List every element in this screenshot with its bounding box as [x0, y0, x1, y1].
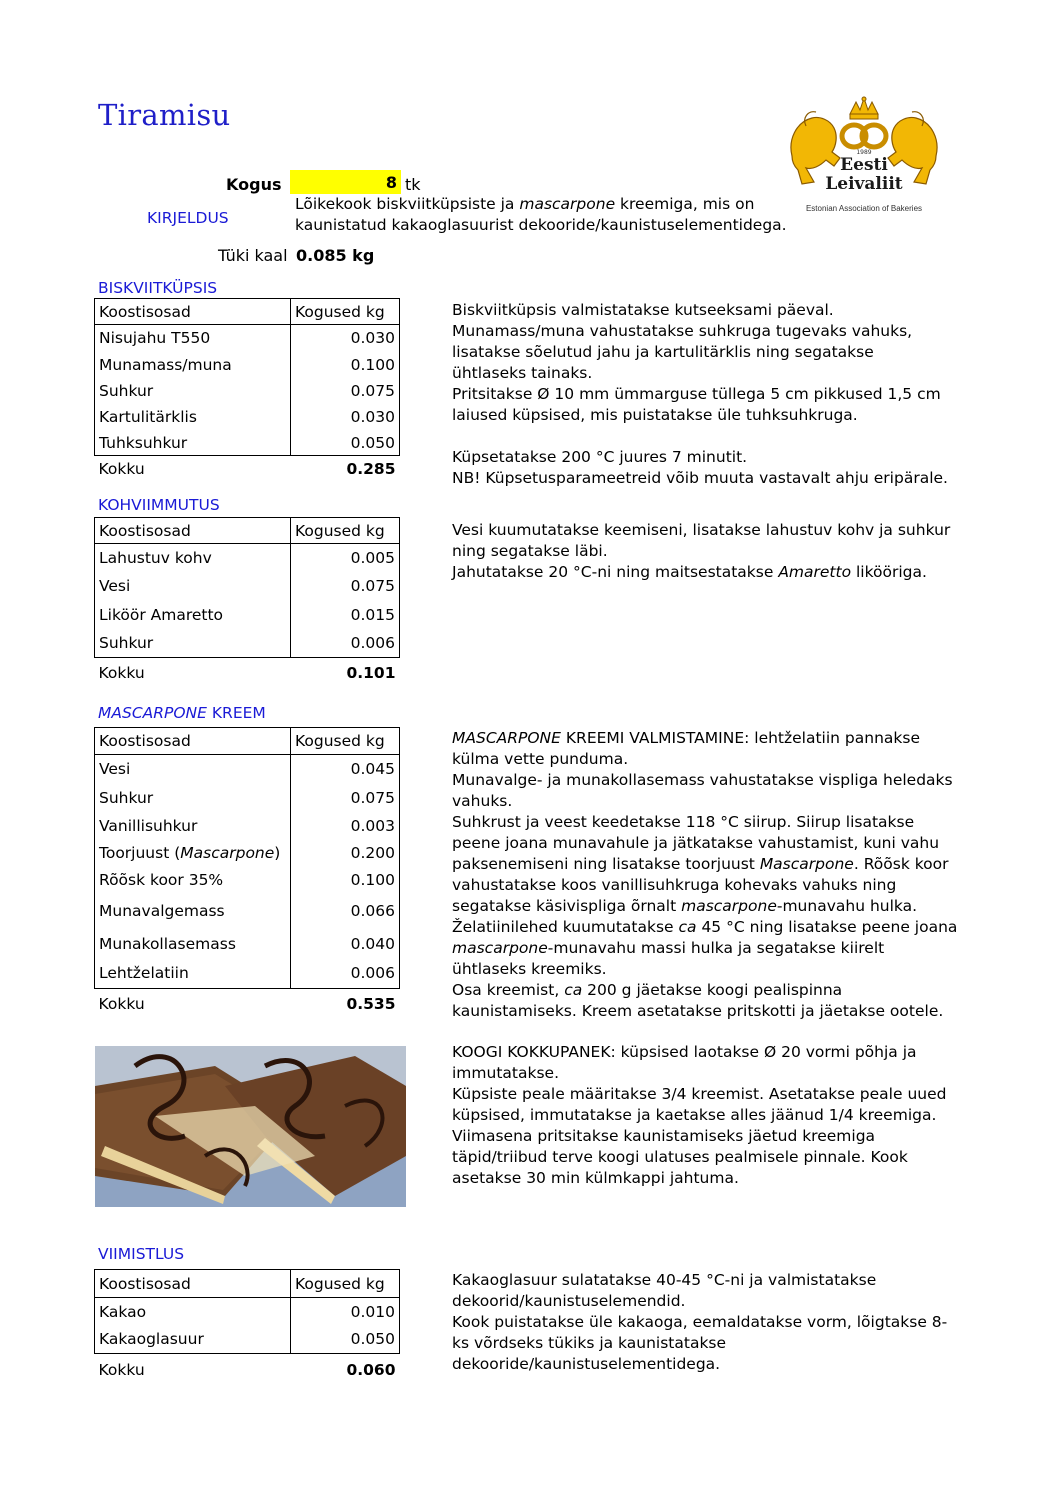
table-row: Suhkur 0.006	[95, 630, 400, 658]
logo-year: 1989	[856, 149, 872, 156]
section-title-kohv: KOHVIIMMUTUS	[98, 496, 220, 514]
tiramisu-photo	[95, 1046, 406, 1207]
table-row: Kartulitärklis 0.030	[95, 404, 400, 431]
piece-weight-label: Tüki kaal	[218, 246, 288, 265]
ingredients-table-biskviit	[94, 298, 400, 483]
instructions-mascarpone: MASCARPONE KREEMI VALMISTAMINE: lehtželatiin pannakse külma vette punduma. Munavalge- ja munakollasemass vahustatakse vispliga heledaks vahuks. Suhkrust ja veest keedetakse 118 °C siirup. Siirup lisatakse peene joana munavahule ja jätkatakse vahustamist, kuni vahu paksenemiseni ning lisatakse toorjuust Mascarpone. Rõõsk koor vahustatakse koos vanillisuhkruga kohevaks vahuks ning segatakse käsivispliga õrnalt mascarpone-munavahu hulka. Želatiinilehed kuumutatakse ca 45 °C ning lisatakse peene joana mascarpone-munavahu massi hulka ja segatakse kiirelt ühtlaseks kreemiks. Osa kreemist, ca 200 g jäetakse koogi pealispinna kaunistamiseks. Kreem asetatakse pritskotti ja jäetakse ootele.	[452, 729, 958, 1020]
eesti-leivaliit-logo	[786, 96, 942, 218]
table-row: Kakaoglasuur 0.050	[95, 1326, 400, 1354]
header-name: Koostisosad	[95, 518, 291, 544]
ingredients-table-viimistlus	[94, 1269, 400, 1386]
section-title-mascarpone: MASCARPONE KREEM	[98, 704, 266, 722]
header-name: Koostisosad	[95, 299, 291, 325]
description-label: KIRJELDUS	[147, 209, 229, 227]
logo-subtitle: Estonian Association of Bakeries	[805, 204, 923, 213]
table-row: Nisujahu T550 0.030	[95, 325, 400, 352]
instructions-viimistlus: Kakaoglasuur sulatatakse 40-45 °C-ni ja valmistatakse dekoorid/kaunistuselemendid. Kook puistatakse üle kakaoga, eemaldatakse vorm, lõigtakse 8-ks võrdseks tükiks ja kaunistatakse dekooride/kaunistuselementidega.	[452, 1271, 948, 1373]
header-qty: Kogused kg	[291, 518, 400, 544]
header-name: Koostisosad	[95, 1270, 291, 1298]
table-row: Suhkur 0.075	[95, 784, 400, 812]
quantity-label: Kogus	[226, 175, 282, 194]
table-row: Vesi 0.075	[95, 572, 400, 600]
logo-line2: Leivaliit	[825, 174, 903, 194]
table-row: Rõõsk koor 35% 0.100	[95, 867, 400, 893]
ingredients-table-kohv	[94, 517, 400, 688]
table-total-row: Kokku 0.060	[98, 1360, 396, 1379]
description-text: Lõikekook biskviitküpsiste ja mascarpone kreemiga, mis on kaunistatud kakaoglasuurist dekooride/kaunistuselementidega.	[295, 195, 787, 234]
instructions-biskviit: Biskviitküpsis valmistatakse kutseeksami päeval. Munamass/muna vahustatakse suhkruga tugevaks vahuks, lisatakse sõelutud jahu ja kartulitärklis ning segatakse ühtlaseks tainaks. Pritsitakse Ø 10 mm ümmarguse tüllega 5 cm pikkused 1,5 cm laiused küpsised, mis puistatakse üle tuhksuhkruga. Küpsetatakse 200 °C juures 7 minutit. NB! Küpsetusparameetreid võib muuta vastavalt ahju eripärale.	[452, 301, 948, 487]
table-total-row: Kokku 0.101	[98, 663, 396, 682]
header-qty: Kogused kg	[291, 1270, 400, 1298]
table-row: Munamass/muna 0.100	[95, 352, 400, 379]
table-row: Munavalgemass 0.066	[95, 893, 400, 929]
section-title-viimistlus: VIIMISTLUS	[98, 1245, 185, 1263]
quantity-unit: tk	[405, 175, 421, 194]
crown-icon	[850, 97, 878, 119]
section-title-biskviit: BISKVIITKÜPSIS	[98, 279, 218, 297]
header-qty: Kogused kg	[291, 299, 400, 325]
table-row: Kakao 0.010	[95, 1298, 400, 1326]
table-row: Lehtželatiin 0.006	[95, 959, 400, 989]
table-row: Tuhksuhkur 0.050	[95, 431, 400, 456]
instructions-kohv: Vesi kuumutatakse keemiseni, lisatakse lahustuv kohv ja suhkur ning segatakse läbi. Jahutatakse 20 °C-ni ning maitsestatakse Amaretto likööriga.	[452, 521, 951, 581]
ingredients-table-mascarpone	[94, 727, 400, 1019]
table-row: Suhkur 0.075	[95, 379, 400, 404]
piece-weight-value: 0.085 kg	[296, 246, 375, 265]
table-row: Vesi 0.045	[95, 755, 400, 784]
header-name: Koostisosad	[95, 728, 291, 755]
table-row: Toorjuust (Mascarpone) 0.200	[95, 840, 400, 867]
quantity-value: 8	[290, 170, 401, 194]
table-row: Liköör Amaretto 0.015	[95, 600, 400, 630]
pretzel-icon	[842, 125, 886, 147]
instructions-assembly: KOOGI KOKKUPANEK: küpsised laotakse Ø 20 vormi põhja ja immutatakse. Küpsiste peale määritakse 3/4 kreemist. Asetatakse peale uued küpsised, immutatakse ja kaetakse alles jäänud 1/4 kreemiga. Viimasena pritsitakse kaunistamiseks jäetud kreemiga täpid/triibud terve koogi ulatuses pealmisele pinnale. Kook asetakse 30 min külmkappi jahtuma.	[452, 1043, 947, 1187]
page-title: Tiramisu	[98, 98, 231, 132]
table-row: Vanillisuhkur 0.003	[95, 812, 400, 840]
logo-line1: Eesti	[840, 155, 888, 175]
table-total-row: Kokku 0.535	[98, 994, 396, 1013]
table-total-row: Kokku 0.285	[98, 460, 396, 479]
table-row: Lahustuv kohv 0.005	[95, 544, 400, 572]
table-row: Munakollasemass 0.040	[95, 929, 400, 959]
header-qty: Kogused kg	[291, 728, 400, 755]
